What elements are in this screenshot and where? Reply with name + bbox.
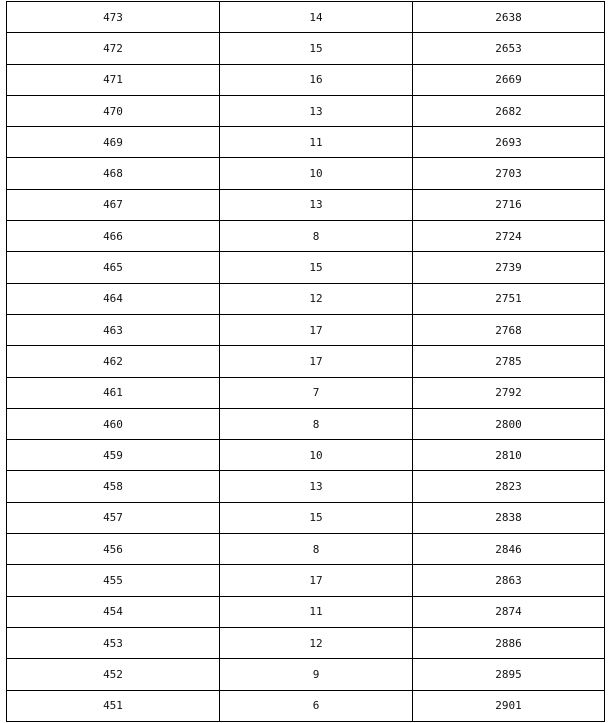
table-row [7,64,605,95]
cumulative-cell: 2693 [413,127,605,158]
cumulative-cell: 2739 [413,252,605,283]
cumulative-cell: 2823 [413,471,605,502]
score-cell: 454 [7,596,220,627]
score-cell: 470 [7,95,220,126]
cumulative-cell: 2653 [413,33,605,64]
table-row [7,534,605,565]
table-row [7,408,605,439]
table-row [7,502,605,533]
table-row [7,33,605,64]
score-cell: 472 [7,33,220,64]
count-cell: 17 [220,314,413,345]
table-row [7,2,605,33]
cumulative-cell: 2785 [413,346,605,377]
count-cell: 9 [220,659,413,690]
cumulative-cell: 2716 [413,189,605,220]
score-cell: 452 [7,659,220,690]
score-cell: 461 [7,377,220,408]
score-table-body [7,2,605,722]
count-cell: 12 [220,283,413,314]
cumulative-cell: 2768 [413,314,605,345]
score-cell: 453 [7,627,220,658]
cumulative-cell: 2886 [413,627,605,658]
count-cell: 11 [220,596,413,627]
count-cell: 10 [220,158,413,189]
score-cell: 466 [7,221,220,252]
table-row [7,221,605,252]
score-cell: 456 [7,534,220,565]
score-cell: 460 [7,408,220,439]
table-row [7,596,605,627]
count-cell: 8 [220,534,413,565]
score-cell: 455 [7,565,220,596]
score-cell: 467 [7,189,220,220]
count-cell: 8 [220,221,413,252]
score-cell: 458 [7,471,220,502]
count-cell: 6 [220,690,413,721]
cumulative-cell: 2792 [413,377,605,408]
table-row [7,252,605,283]
table-row [7,627,605,658]
score-cell: 464 [7,283,220,314]
cumulative-cell: 2838 [413,502,605,533]
count-cell: 12 [220,627,413,658]
cumulative-cell: 2800 [413,408,605,439]
score-cell: 459 [7,440,220,471]
count-cell: 15 [220,252,413,283]
cumulative-cell: 2895 [413,659,605,690]
table-row [7,283,605,314]
score-table [6,1,605,722]
score-cell: 468 [7,158,220,189]
count-cell: 11 [220,127,413,158]
table-row [7,346,605,377]
count-cell: 7 [220,377,413,408]
score-cell: 462 [7,346,220,377]
table-row [7,440,605,471]
count-cell: 15 [220,33,413,64]
score-cell: 473 [7,2,220,33]
count-cell: 13 [220,471,413,502]
cumulative-cell: 2703 [413,158,605,189]
table-row [7,189,605,220]
count-cell: 16 [220,64,413,95]
cumulative-cell: 2874 [413,596,605,627]
count-cell: 14 [220,2,413,33]
table-row [7,158,605,189]
cumulative-cell: 2751 [413,283,605,314]
table-row [7,690,605,721]
count-cell: 13 [220,189,413,220]
table-row [7,314,605,345]
cumulative-cell: 2682 [413,95,605,126]
cumulative-cell: 2901 [413,690,605,721]
cumulative-cell: 2724 [413,221,605,252]
count-cell: 8 [220,408,413,439]
score-cell: 457 [7,502,220,533]
table-row [7,471,605,502]
cumulative-cell: 2669 [413,64,605,95]
score-cell: 465 [7,252,220,283]
cumulative-cell: 2863 [413,565,605,596]
table-row [7,565,605,596]
score-cell: 471 [7,64,220,95]
count-cell: 15 [220,502,413,533]
table-row [7,127,605,158]
table-row [7,95,605,126]
count-cell: 13 [220,95,413,126]
table-row [7,377,605,408]
score-cell: 451 [7,690,220,721]
count-cell: 17 [220,565,413,596]
count-cell: 10 [220,440,413,471]
count-cell: 17 [220,346,413,377]
cumulative-cell: 2846 [413,534,605,565]
score-cell: 469 [7,127,220,158]
cumulative-cell: 2638 [413,2,605,33]
score-cell: 463 [7,314,220,345]
table-row [7,659,605,690]
cumulative-cell: 2810 [413,440,605,471]
